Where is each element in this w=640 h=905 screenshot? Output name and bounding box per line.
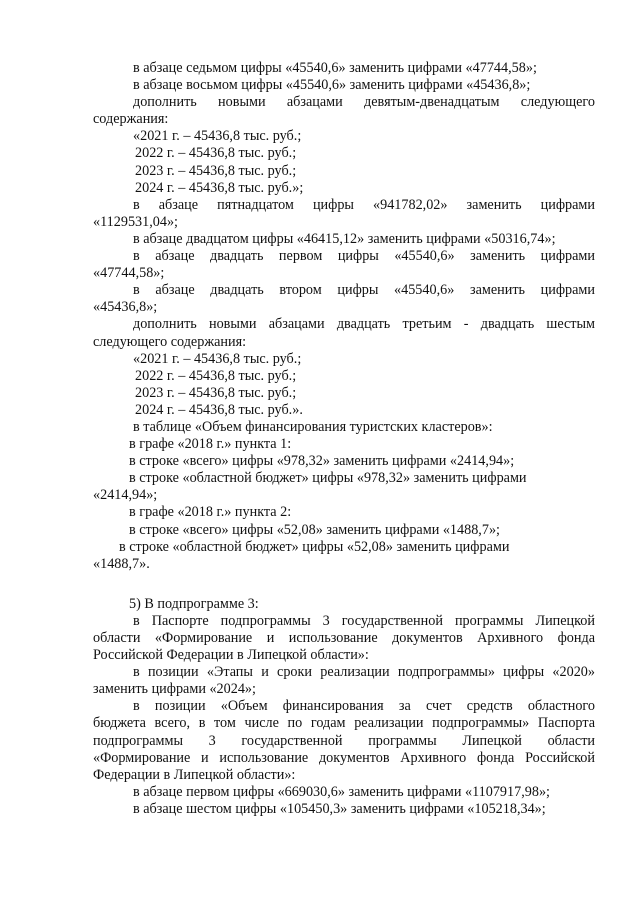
text-line: содержания: [93,111,169,128]
text-line: «1129531,04»; [93,213,178,230]
text-line: в строке «всего» цифры «978,32» заменить цифрами «2414,94»; [129,453,515,470]
text-line: в графе «2018 г.» пункта 1: [129,436,292,453]
document-page [93,60,595,818]
text-line: «1488,7». [93,555,150,572]
text-line: в таблице «Объем финансирования туристских кластеров»: [133,418,493,435]
text-line: «47744,58»; [93,265,165,282]
text-line: 2022 г. – 45436,8 тыс. руб.; [135,145,297,162]
text-line: в абзаце двадцать первом цифры «45540,6» заменить цифрами [133,248,595,265]
text-line: в абзаце двадцать втором цифры «45540,6» заменить цифрами [133,282,595,299]
text-line: 2023 г. – 45436,8 тыс. руб.; [135,384,297,401]
text-line: в позиции «Объем финансирования за счет средств областного [133,698,595,715]
text-line: «2414,94»; [93,487,158,504]
text-line: Российской Федерации в Липецкой области»: [93,647,369,664]
text-line: 2022 г. – 45436,8 тыс. руб.; [135,367,297,384]
text-line: в абзаце двадцатом цифры «46415,12» заменить цифрами «50316,74»; [133,230,556,247]
text-line: 2024 г. – 45436,8 тыс. руб.»; [135,179,304,196]
text-line: в абзаце седьмом цифры «45540,6» заменить цифрами «47744,58»; [133,60,537,76]
text-line: в строке «областной бюджет» цифры «52,08» заменить цифрами [119,538,510,555]
text-line: «2021 г. – 45436,8 тыс. руб.; [133,128,302,145]
text-line: в абзаце пятнадцатом цифры «941782,02» заменить цифрами [133,196,595,213]
text-line: в строке «всего» цифры «52,08» заменить цифрами «1488,7»; [129,521,500,538]
text-line: «2021 г. – 45436,8 тыс. руб.; [133,350,302,367]
text-line: в абзаце шестом цифры «105450,3» заменить цифрами «105218,34»; [133,800,546,817]
text-line: подпрограммы 3 государственной программы Липецкой области [93,732,595,749]
text-line: дополнить новыми абзацами девятым-двенадцатым следующего [133,94,595,111]
text-line: в графе «2018 г.» пункта 2: [129,504,292,521]
text-line: в абзаце восьмом цифры «45540,6» заменить цифрами «45436,8»; [133,77,531,94]
text-line: в абзаце первом цифры «669030,6» заменить цифрами «1107917,98»; [133,783,550,800]
text-line: области «Формирование и использование документов Архивного фонда [93,630,595,646]
text-line: «Формирование и использование документов Архивного фонда Российской [93,749,595,766]
text-line: «45436,8»; [93,299,158,316]
text-line: заменить цифрами «2024»; [93,681,256,698]
text-line: дополнить новыми абзацами двадцать третьим - двадцать шестым [133,316,595,333]
text-line: в строке «областной бюджет» цифры «978,32» заменить цифрами [129,470,527,487]
text-line: в позиции «Этапы и сроки реализации подпрограммы» цифры «2020» [133,664,595,681]
text-line: 2024 г. – 45436,8 тыс. руб.». [135,401,303,418]
text-line: следующего содержания: [93,333,247,350]
paragraph-gap [93,573,595,596]
text-line: в Паспорте подпрограммы 3 государственной программы Липецкой [133,612,595,629]
text-line: 2023 г. – 45436,8 тыс. руб.; [135,162,297,179]
text-line: Федерации в Липецкой области»: [93,766,296,783]
section-heading: 5) В подпрограмме 3: [129,595,259,612]
text-line: бюджета всего, в том числе по годам реализации подпрограммы» Паспорта [93,715,595,732]
